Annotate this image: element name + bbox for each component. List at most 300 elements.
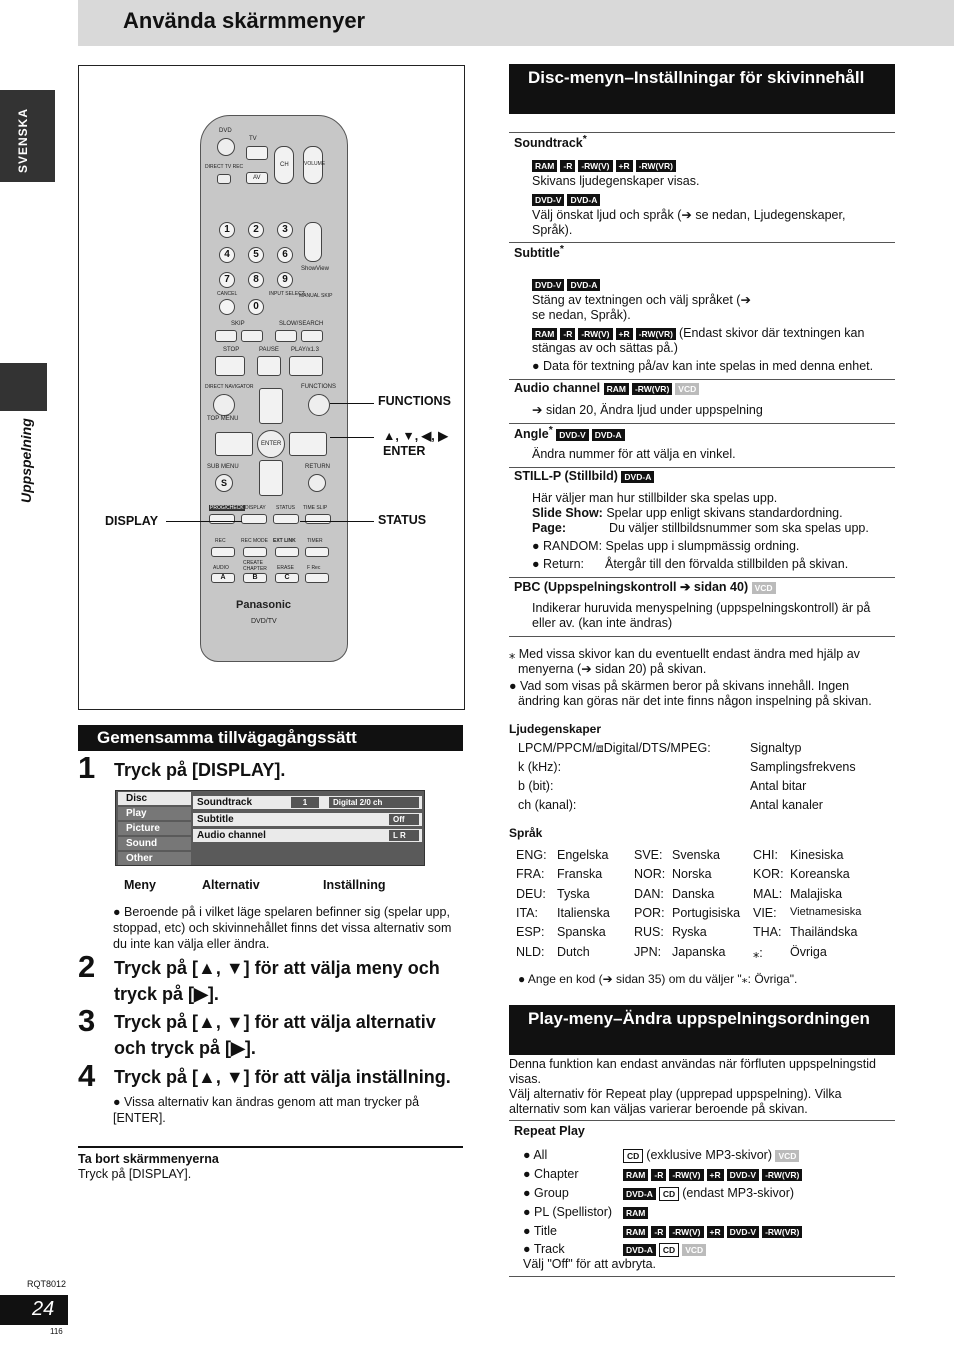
- skip-back-key: [215, 330, 237, 342]
- divider-pbc: [509, 577, 895, 578]
- step-1-note: ● Beroende på i vilket läge spelaren befinner sig (spelar upp, stoppad, etc) och skivinnehållet finns det vissa alternativ som du inte kan välja eller ändra.: [113, 905, 452, 951]
- language-name: Italienska: [557, 905, 610, 920]
- av-key: [246, 172, 268, 184]
- language-name: Thailändska: [790, 925, 858, 940]
- badge-rw-vr: -RW(VR): [762, 1226, 802, 1238]
- language-code: NLD:: [516, 944, 545, 959]
- remote-brand-logo: Panasonic: [236, 599, 292, 611]
- still-p-return: ● Return:: [532, 557, 585, 571]
- onscreen-menu-example: [115, 790, 425, 866]
- num-key-5: 5: [248, 247, 264, 263]
- section-heading-disc: Disc-menyn–Inställningar för skivinnehåll: [509, 64, 895, 114]
- still-p-page-text: Du väljer stillbildsnummer som ska spelas upp.: [609, 521, 869, 535]
- repeat-item-group-label: Group: [534, 1186, 569, 1200]
- pbc-title-text: PBC (Uppspelningskontroll ➔ sidan 40): [514, 580, 749, 594]
- subtitle-text-2: (Endast skivor där textningen kan stängas av och sättas på.): [532, 326, 865, 355]
- volume-rocker: [303, 146, 326, 184]
- badge-dvd-v: DVD-V: [532, 279, 564, 291]
- audio-prop-value-3: Antal bitar: [750, 779, 807, 793]
- badge-ram: RAM: [604, 383, 629, 395]
- angle-mark: *: [548, 425, 553, 436]
- remote-label-erase: ERASE: [277, 565, 294, 571]
- subtitle-bullet-text: Data för textning på/av kan inte spelas in med denna enhet.: [543, 359, 874, 373]
- remove-menu-heading: Ta bort skärmmenyerna: [78, 1152, 219, 1166]
- left-arrow-key-icon: [215, 432, 253, 456]
- callout-line-arrows: [330, 437, 374, 438]
- time-slip-key: [305, 514, 331, 524]
- num-key-4: 4: [219, 247, 235, 263]
- soundtrack-text-1: Skivans ljudegenskaper visas.: [532, 174, 700, 188]
- language-code: DAN:: [634, 886, 664, 901]
- language-code: VIE:: [753, 905, 777, 920]
- remote-label-return: RETURN: [305, 464, 330, 470]
- remote-label-f-rec: F Rec: [307, 565, 321, 571]
- still-p-title-text: STILL-P (Stillbild): [514, 469, 618, 483]
- page-label: Page:: [532, 521, 567, 535]
- step-1-note-text: Beroende på i vilket läge spelaren befinner sig (spelar upp, stoppad, etc) och skivinnehållet finns det vissa alternativ som du inte kan välja eller ändra.: [113, 905, 452, 951]
- subtitle-mark: *: [559, 244, 564, 255]
- step-2-text: Tryck på [▲, ▼] för att välja meny och tryck på [▶].: [114, 958, 440, 1004]
- side-section-label: Uppspelning: [18, 418, 34, 503]
- badge-r: -R: [560, 328, 575, 340]
- badge-dvd-a: DVD-A: [623, 1188, 656, 1200]
- callout-line-functions: [330, 403, 374, 404]
- audio-prop-key-3: b (bit):: [518, 779, 554, 793]
- menu-legend-menu: Meny: [124, 878, 156, 892]
- remote-label-direct-tv-rec: DIRECT TV REC: [205, 164, 244, 170]
- remote-label-cancel: CANCEL: [217, 291, 238, 297]
- menu-row-soundtrack-value1: 1: [291, 797, 319, 808]
- remote-label-status: STATUS: [276, 505, 295, 511]
- section-heading-common: Gemensamma tillvägagångssätt: [78, 725, 463, 751]
- repeat-item-chapter-discs: [623, 1167, 805, 1181]
- audio-prop-value-4: Antal kanaler: [750, 798, 823, 812]
- pause-key: [257, 356, 281, 376]
- menu-row-soundtrack-value2: Digital 2/0 ch: [329, 797, 419, 808]
- divider-angle: [509, 423, 895, 424]
- right-arrow-key-icon: [289, 432, 327, 456]
- repeat-item-group-discs: [623, 1186, 794, 1201]
- up-arrow-key-icon: [259, 388, 283, 424]
- language-note-text: Ange en kod (➔ sidan 35) om du väljer "⁎: Övriga".: [527, 972, 798, 986]
- divider-audio-channel: [509, 379, 895, 380]
- repeat-item-pl-discs: [623, 1205, 651, 1219]
- menu-category-disc: Disc: [118, 792, 191, 805]
- badge-dvd-v: DVD-V: [727, 1169, 759, 1181]
- remote-label-ext-link: EXT LINK: [273, 538, 296, 544]
- remote-label-enter: ENTER: [261, 441, 282, 447]
- stop-key: [215, 356, 245, 376]
- display-key: [241, 514, 267, 524]
- language-code: ENG:: [516, 848, 547, 862]
- divider-pbc-end: [509, 636, 895, 637]
- remote-label-display: DISPLAY: [245, 505, 266, 511]
- subtitle-badges-1: [532, 277, 603, 292]
- badge-cd: CD: [659, 1243, 679, 1257]
- remote-label-input-select: INPUT SELECT: [269, 291, 305, 297]
- side-tab-language: [0, 90, 55, 182]
- menu-legend-installning: Inställning: [323, 878, 386, 892]
- return-button-icon: [308, 474, 326, 492]
- badge-rw-vr: -RW(VR): [762, 1169, 802, 1181]
- badge-rw-vr: -RW(VR): [636, 160, 676, 172]
- num-key-0: 0: [248, 299, 264, 315]
- status-key: [273, 514, 299, 524]
- repeat-item-all: ● All: [523, 1148, 548, 1162]
- badge-r: -R: [651, 1169, 666, 1181]
- still-p-slideshow: [532, 506, 843, 521]
- footnote-display: ● Vad som visas på skärmen beror på skivans innehåll. Ingen ändring kan göras när det inte finns någon inspelning på skivan.: [509, 679, 872, 708]
- play-intro: Denna funktion kan endast användas när förfluten uppspelningstid visas.: [509, 1057, 876, 1086]
- remote-label-audio: AUDIO: [213, 565, 229, 571]
- enter-button-icon: [257, 430, 285, 458]
- side-tab-section: [0, 363, 47, 411]
- badge-cd: CD: [659, 1187, 679, 1201]
- repeat-item-chapter: ● Chapter: [523, 1167, 579, 1181]
- menu-category-play: Play: [118, 807, 191, 820]
- audio-channel-title-text: Audio channel: [514, 381, 601, 395]
- language-heading: Språk: [509, 826, 543, 840]
- b-key: B: [243, 573, 267, 583]
- remote-label-dvd: DVD: [219, 128, 232, 134]
- ext-link-key: [275, 547, 299, 557]
- language-name: Övriga: [790, 944, 827, 959]
- language-code: SVE:: [634, 848, 663, 862]
- num-key-3: 3: [277, 222, 293, 238]
- menu-row-soundtrack: [193, 796, 422, 809]
- menu-category-sound: Sound: [118, 837, 191, 850]
- language-code: ⁎:: [753, 945, 763, 960]
- soundtrack-badges-1: [532, 158, 679, 173]
- divider-remove: [78, 1146, 463, 1148]
- remote-label-direct-navigator: DIRECT NAVIGATOR: [205, 384, 254, 390]
- remote-label-rec: REC: [215, 538, 226, 544]
- language-name: Dutch: [557, 944, 590, 959]
- language-name: Kinesiska: [790, 848, 844, 862]
- still-p-title: [514, 469, 657, 483]
- callout-display: DISPLAY: [105, 514, 159, 528]
- language-name: Malajiska: [790, 886, 843, 901]
- repeat-play-heading: Repeat Play: [514, 1124, 585, 1138]
- repeat-group-text: (endast MP3-skivor): [682, 1186, 795, 1200]
- top-menu-button-icon: [213, 394, 235, 416]
- repeat-item-track: ● Track: [523, 1242, 565, 1256]
- num-key-9: 9: [277, 272, 293, 288]
- remove-menu-text: Tryck på [DISPLAY].: [78, 1167, 192, 1181]
- badge-dvd-v: DVD-V: [532, 194, 564, 206]
- remote-control: [200, 115, 348, 662]
- badge-dvd-v: DVD-V: [556, 429, 588, 441]
- soundtrack-badges-2: [532, 192, 603, 207]
- badge-rw-vr: -RW(VR): [636, 328, 676, 340]
- play-key: [289, 356, 323, 376]
- language-name: Tyska: [557, 886, 590, 901]
- divider-repeat: [509, 1120, 895, 1121]
- badge-dvd-v: DVD-V: [727, 1226, 759, 1238]
- menu-row-subtitle: [193, 813, 422, 826]
- badge-r: -R: [560, 160, 575, 172]
- callout-line-status: [300, 521, 374, 522]
- ch-rocker: [274, 146, 294, 184]
- remote-label-stop: STOP: [223, 347, 240, 353]
- rec-mode-key: [243, 547, 267, 557]
- power-button-icon: [217, 138, 235, 156]
- badge-rw-v: -RW(V): [578, 328, 612, 340]
- num-key-6: 6: [277, 247, 293, 263]
- audio-prop-value-1: Signaltyp: [750, 741, 802, 755]
- language-code: POR:: [634, 905, 665, 920]
- angle-title: [514, 425, 628, 441]
- step-3-text: Tryck på [▲, ▼] för att välja alternativ och tryck på [▶].: [114, 1012, 436, 1058]
- audio-prop-value-2: Samplingsfrekvens: [750, 760, 856, 774]
- badge-rw-v: -RW(V): [578, 160, 612, 172]
- fast-forward-key: [301, 330, 323, 342]
- divider-repeat-end: [509, 1276, 895, 1277]
- language-name: Danska: [672, 886, 715, 901]
- badge-ram: RAM: [623, 1169, 648, 1181]
- footnote-asterisk: ⁎ Med vissa skivor kan du eventuellt endast ändra med hjälp av menyerna (➔ sidan 20) på skivan.: [509, 647, 860, 676]
- subtitle-badges-2-line: [532, 326, 892, 356]
- audio-prop-key-4: ch (kanal):: [518, 798, 577, 812]
- language-name: Ryska: [672, 925, 707, 940]
- repeat-item-track-label: Track: [533, 1242, 565, 1256]
- badge-vcd: VCD: [675, 383, 699, 395]
- side-tab-language-label: SVENSKA: [16, 108, 30, 174]
- badge-plus-r: +R: [707, 1226, 724, 1238]
- language-name: Spanska: [557, 925, 606, 940]
- badge-ram: RAM: [532, 160, 557, 172]
- remote-label-pause: PAUSE: [259, 347, 279, 353]
- repeat-item-title: ● Title: [523, 1224, 557, 1238]
- badge-ram: RAM: [532, 328, 557, 340]
- sheet-number: 116: [50, 1327, 63, 1336]
- badge-dvd-a: DVD-A: [592, 429, 625, 441]
- repeat-item-title-label: Title: [533, 1224, 557, 1238]
- step-4-note-text: Vissa alternativ kan ändras genom att man trycker på [ENTER].: [113, 1095, 420, 1125]
- remote-label-time-slip: TIME SLIP: [303, 505, 328, 511]
- remote-label-ch: CH: [280, 162, 289, 168]
- repeat-item-chapter-label: Chapter: [534, 1167, 579, 1181]
- subtitle-bullet: ● Data för textning på/av kan inte spelas in med denna enhet.: [532, 359, 874, 373]
- menu-category-picture: Picture: [118, 822, 191, 835]
- f-rec-key: [305, 573, 329, 583]
- language-code: FRA:: [516, 867, 545, 882]
- remote-label-top-menu: TOP MENU: [207, 416, 239, 422]
- badge-plus-r: +R: [616, 328, 633, 340]
- badge-vcd: VCD: [682, 1244, 706, 1256]
- remote-model-label: DVD/TV: [251, 618, 277, 625]
- repeat-item-group: ● Group: [523, 1186, 569, 1200]
- badge-ram: RAM: [623, 1207, 648, 1219]
- menu-row-subtitle-label: Subtitle: [197, 814, 234, 825]
- badge-cd: CD: [623, 1149, 643, 1163]
- callout-status: STATUS: [378, 513, 427, 527]
- prog-check-key: [209, 514, 235, 524]
- language-name: Vietnamesiska: [790, 905, 862, 918]
- rec-key: [211, 547, 235, 557]
- language-code: NOR:: [634, 867, 666, 882]
- language-note: ● Ange en kod (➔ sidan 35) om du väljer "⁎: Övriga".: [518, 972, 798, 986]
- badge-rw-v: -RW(V): [669, 1226, 703, 1238]
- page-number: 24: [0, 1295, 68, 1325]
- repeat-all-text: (exklusive MP3-skivor): [646, 1148, 772, 1162]
- audio-channel-text: ➔ sidan 20, Ändra ljud under uppspelning: [532, 403, 763, 417]
- subtitle-text-1: Stäng av textningen och välj språket (➔ se nedan, Språk).: [532, 293, 751, 322]
- callout-functions: FUNCTIONS: [378, 394, 451, 408]
- soundtrack-mark: *: [582, 134, 587, 145]
- language-name: Svenska: [672, 848, 720, 862]
- repeat-item-all-discs: [623, 1148, 802, 1163]
- remote-label-play: PLAY/x1.3: [291, 347, 319, 353]
- skip-forward-key: [241, 330, 263, 342]
- badge-vcd: VCD: [752, 582, 776, 594]
- cancel-key-icon: [219, 299, 235, 315]
- down-arrow-key-icon: [259, 460, 283, 496]
- still-p-random: ● RANDOM: Spelas upp i slumpmässig ordning.: [532, 539, 800, 553]
- still-p-text: Här väljer man hur stillbilder ska spelas upp.: [532, 491, 778, 505]
- audio-prop-key-1: LPCM/PPCM/⧈Digital/DTS/MPEG:: [518, 741, 711, 755]
- slideshow-text: Spelar upp enligt skivans standardordning.: [606, 506, 843, 520]
- language-code: ESP:: [516, 925, 545, 940]
- callout-line-display: [166, 521, 242, 522]
- model-code: RQT8012: [27, 1279, 67, 1289]
- subtitle-title: [514, 244, 564, 260]
- menu-row-audio-channel: [193, 829, 422, 842]
- remote-label-skip: SKIP: [231, 321, 245, 327]
- repeat-item-all-label: All: [533, 1148, 548, 1162]
- language-code: CHI:: [753, 848, 778, 862]
- step-4-note: ● Vissa alternativ kan ändras genom att man trycker på [ENTER].: [113, 1095, 420, 1125]
- c-key: C: [275, 573, 299, 583]
- language-code: RUS:: [634, 925, 664, 940]
- callout-arrows: ▲, ▼, ◀, ▶: [383, 429, 448, 443]
- audio-props-heading: Ljudegenskaper: [509, 722, 602, 736]
- language-code: JPN:: [634, 944, 662, 959]
- badge-plus-r: +R: [616, 160, 633, 172]
- tv-power-key: [246, 146, 268, 160]
- step-3-number: 3: [78, 1003, 96, 1038]
- language-name: Japanska: [672, 944, 726, 959]
- language-code: ITA:: [516, 905, 538, 920]
- menu-category-other: Other: [118, 852, 191, 865]
- random-text: RANDOM: Spelas upp i slumpmässig ordning.: [543, 539, 800, 553]
- sub-menu-button-icon: S: [215, 474, 233, 492]
- language-code: KOR:: [753, 867, 784, 882]
- step-1-text: Tryck på [DISPLAY].: [114, 760, 286, 780]
- repeat-item-pl-label: PL (Spellistor): [534, 1205, 613, 1219]
- language-code: THA:: [753, 925, 782, 940]
- remote-label-prog-check: PROG/CHECK: [210, 505, 244, 511]
- step-4-text: Tryck på [▲, ▼] för att välja inställning.: [114, 1067, 451, 1087]
- remote-label-tv: TV: [249, 136, 257, 142]
- num-key-8: 8: [248, 272, 264, 288]
- badge-dvd-a: DVD-A: [567, 194, 600, 206]
- angle-text: Ändra nummer för att välja en vinkel.: [532, 447, 736, 461]
- badge-rw-vr: -RW(VR): [632, 383, 672, 395]
- language-code: DEU:: [516, 886, 546, 901]
- remote-label-functions: FUNCTIONS: [301, 384, 336, 390]
- timer-key: [305, 547, 329, 557]
- language-name: Franska: [557, 867, 603, 882]
- soundtrack-text-2: Välj önskat ljud och språk (➔ se nedan, Ljudegenskaper, Språk).: [532, 208, 846, 237]
- divider-subtitle: [509, 242, 895, 243]
- step-1-number: 1: [78, 750, 96, 785]
- subtitle-title-text: Subtitle: [514, 246, 560, 261]
- badge-dvd-a: DVD-A: [621, 471, 654, 483]
- footnote-asterisk-text: Med vissa skivor kan du eventuellt endast ändra med hjälp av menyerna (➔ sidan 20) på skivan.: [518, 647, 860, 676]
- rec-button-icon: [217, 174, 231, 184]
- soundtrack-title: [514, 134, 587, 150]
- menu-row-subtitle-value: Off: [389, 814, 419, 825]
- step-2-number: 2: [78, 949, 96, 984]
- divider-still-p: [509, 467, 895, 468]
- angle-title-text: Angle: [514, 427, 549, 442]
- return-label: Return:: [543, 557, 585, 571]
- menu-row-soundtrack-label: Soundtrack: [197, 797, 253, 808]
- rewind-key: [275, 330, 297, 342]
- pbc-text: Indikerar huruvida menyspelning (uppspelningskontroll) är på eller av. (kan inte ändras): [532, 601, 871, 630]
- language-code: MAL:: [753, 886, 783, 901]
- step-4-number: 4: [78, 1058, 96, 1093]
- language-name: Engelska: [557, 848, 609, 862]
- slideshow-label: Slide Show:: [532, 506, 603, 520]
- remote-label-volume: VOLUME: [304, 161, 326, 167]
- repeat-off-text: Välj "Off" för att avbryta.: [523, 1257, 657, 1271]
- divider-soundtrack: [509, 132, 895, 133]
- repeat-item-track-discs: [623, 1242, 709, 1257]
- section-heading-play: Play-meny–Ändra uppspelningsordningen: [509, 1005, 895, 1055]
- page-title: Använda skärmmenyer: [123, 8, 366, 33]
- menu-legend-alternativ: Alternativ: [202, 878, 260, 892]
- callout-enter: ENTER: [383, 444, 426, 458]
- play-intro-2: Välj alternativ för Repeat play (upprepad uppspelning). Vilka alternativ som kan väljas varierar beroende på skivan.: [509, 1087, 842, 1116]
- badge-dvd-a: DVD-A: [623, 1244, 656, 1256]
- still-p-page: [532, 521, 566, 536]
- remote-label-av: AV: [253, 175, 261, 181]
- menu-row-audio-channel-label: Audio channel: [197, 830, 266, 841]
- badge-vcd: VCD: [775, 1150, 799, 1162]
- language-name: Norska: [672, 867, 712, 882]
- remote-label-manual-skip: MANUAL SKIP: [299, 293, 333, 299]
- audio-channel-title: [514, 381, 702, 395]
- badge-ram: RAM: [623, 1226, 648, 1238]
- badge-plus-r: +R: [707, 1169, 724, 1181]
- soundtrack-title-text: Soundtrack: [514, 136, 583, 151]
- language-name: Portugisiska: [672, 905, 741, 920]
- repeat-item-title-discs: [623, 1224, 805, 1238]
- remote-label-timer: TIMER: [307, 538, 323, 544]
- num-key-7: 7: [219, 272, 235, 288]
- remote-label-rec-mode: REC MODE: [241, 538, 268, 544]
- ch-rocker-2: [304, 222, 322, 262]
- num-key-2: 2: [248, 222, 264, 238]
- badge-r: -R: [651, 1226, 666, 1238]
- num-key-1: 1: [219, 222, 235, 238]
- remote-label-showview: ShowView: [301, 266, 329, 272]
- audio-prop-key-2: k (kHz):: [518, 760, 562, 774]
- a-key: A: [211, 573, 235, 583]
- remote-label-create-chapter: CREATE CHAPTER: [243, 560, 267, 572]
- functions-button-icon: [308, 394, 330, 416]
- remote-label-slow-search: SLOW/SEARCH: [279, 321, 324, 327]
- menu-row-audio-channel-value: L R: [389, 830, 419, 841]
- remote-label-sub-menu: SUB MENU: [207, 464, 239, 470]
- language-name: Koreanska: [790, 867, 850, 882]
- pbc-title: [514, 579, 779, 594]
- still-p-return-text: Återgår till den förvalda stillbilden på skivan.: [605, 557, 849, 571]
- badge-dvd-a: DVD-A: [567, 279, 600, 291]
- footnote-display-text: Vad som visas på skärmen beror på skivans innehåll. Ingen ändring kan göras när det inte finns någon inspelning på skivan.: [518, 679, 872, 708]
